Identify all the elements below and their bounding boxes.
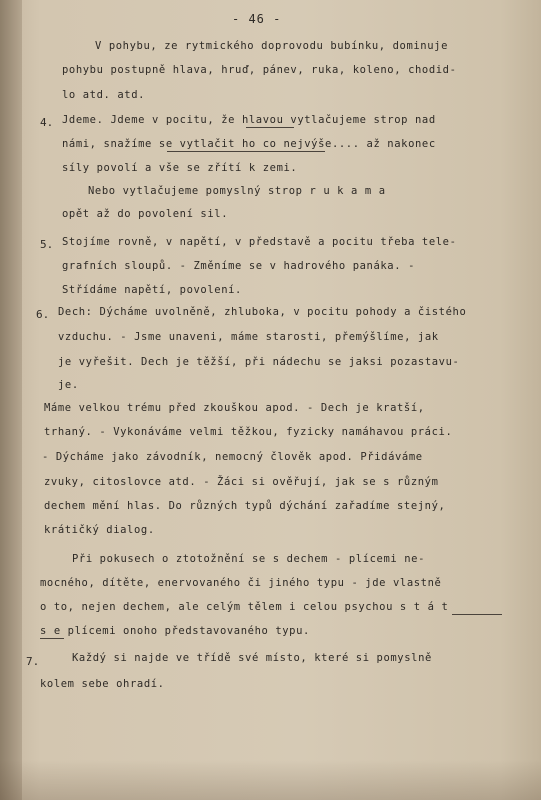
text-line: je vyřešit. Dech je těžší, při nádechu se jaksi pozastavu- [58, 356, 460, 368]
text-line: grafních sloupů. - Změníme se v hadrového panáka. - [62, 260, 415, 272]
text-line: mocného, dítěte, enervovaného či jiného typu - jde vlastně [40, 577, 442, 589]
text-line: lo atd. atd. [62, 89, 146, 101]
item-number: 5. [40, 238, 54, 251]
text-line: síly povolí a vše se zřítí k zemi. [62, 162, 298, 174]
text-line: trhaný. - Vykonáváme velmi těžkou, fyzicky namáhavou práci. [44, 426, 453, 438]
text-line: Stojíme rovně, v napětí, v představě a pocitu třeba tele- [62, 236, 457, 248]
text-line: V pohybu, ze rytmického doprovodu bubínku, dominuje [95, 40, 448, 52]
text-line: Dech: Dýcháme uvolněně, zhluboka, v pocitu pohody a čistého [58, 306, 467, 318]
text-line: pohybu postupně hlava, hruď, pánev, ruka, koleno, chodid- [62, 64, 457, 76]
text-line: - Dýcháme jako závodník, nemocný člověk apod. Přidáváme [42, 451, 423, 463]
text-line: Nebo vytlačujeme pomyslný strop r u k a m a [88, 185, 386, 197]
text-line: námi, snažíme se vytlačit ho co nejvýše.... až nakonec [62, 138, 436, 150]
text-line: Máme velkou trému před zkouškou apod. - Dech je kratší, [44, 402, 425, 414]
text-line: dechem mění hlas. Do různých typů dýchání zařadíme stejný, [44, 500, 446, 512]
text-line: o to, nejen dechem, ale celým tělem i celou psychou s t á t [40, 601, 449, 613]
text-line: kolem sebe ohradí. [40, 678, 165, 690]
page-spine-shadow [0, 0, 22, 800]
text-line: vzduchu. - Jsme unaveni, máme starosti, přemýšlíme, jak [58, 331, 439, 343]
underline [40, 638, 64, 639]
text-line: zvuky, citoslovce atd. - Žáci si ověřují, jak se s různým [44, 476, 439, 488]
text-line: s e plícemi onoho představovaného typu. [40, 625, 310, 637]
text-line: Každý si najde ve třídě své místo, které si pomyslně [72, 652, 432, 664]
text-line: krátičký dialog. [44, 524, 155, 536]
page-number: - 46 - [232, 12, 282, 26]
text-line: Jdeme. Jdeme v pocitu, že hlavou vytlačujeme strop nad [62, 114, 436, 126]
text-line: je. [58, 379, 79, 391]
text-line: opět až do povolení sil. [62, 208, 229, 220]
underline [452, 614, 502, 615]
underline [167, 151, 325, 152]
item-number: 7. [26, 655, 40, 668]
page-bottom-shadow [0, 760, 541, 800]
text-line: Při pokusech o ztotožnění se s dechem - plícemi ne- [72, 553, 425, 565]
item-number: 6. [36, 308, 50, 321]
item-number: 4. [40, 116, 54, 129]
underline [246, 127, 294, 128]
text-line: Střídáme napětí, povolení. [62, 284, 242, 296]
